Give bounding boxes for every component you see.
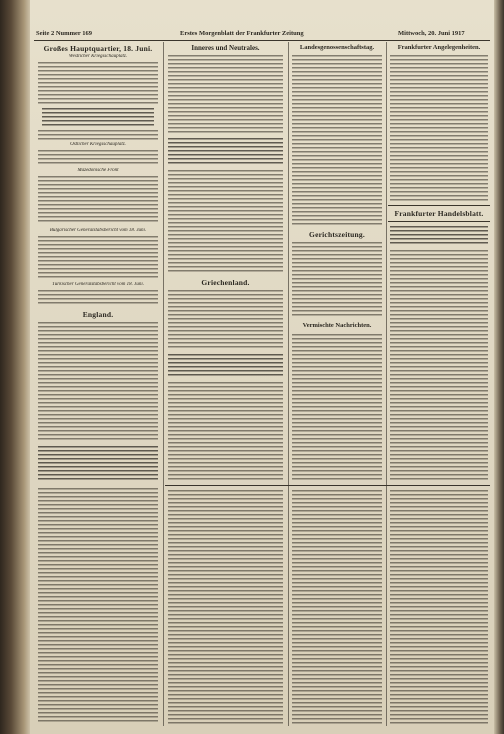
- section-rule: [165, 485, 490, 486]
- text-lines: [168, 354, 283, 378]
- text-lines: [292, 334, 382, 482]
- subheadline: Bulgarischer Generalstabsbericht vom 18. Juni.: [49, 228, 147, 233]
- text-lines: [38, 290, 158, 306]
- headline: Frankfurter Angelegenheiten.: [397, 44, 481, 51]
- text-lines: [390, 490, 488, 724]
- text-lines: [38, 322, 158, 442]
- edition-title: Erstes Morgenblatt der Frankfurter Zeitung: [180, 30, 304, 37]
- text-lines: [168, 290, 283, 350]
- text-lines: [168, 138, 283, 166]
- subheadline: Westlicher Kriegsschauplatz.: [68, 54, 128, 59]
- text-lines: [390, 55, 488, 201]
- headline: Griechenland.: [201, 278, 250, 287]
- text-lines: [390, 250, 488, 480]
- text-lines: [168, 55, 283, 135]
- page-number: Seite 2 Nummer 169: [36, 30, 93, 37]
- section-rule: [388, 221, 490, 222]
- text-lines: [42, 108, 154, 128]
- text-lines: [168, 170, 283, 274]
- column-rule: [386, 42, 387, 726]
- text-lines: [292, 242, 382, 318]
- section-rule: [388, 205, 490, 206]
- subheadline: Östlicher Kriegsschauplatz.: [70, 142, 126, 147]
- headline: Gerichtszeitung.: [309, 230, 365, 239]
- header-rule: [34, 40, 490, 41]
- text-lines: [168, 382, 283, 480]
- page-edge: [494, 0, 504, 734]
- text-lines: [38, 176, 158, 224]
- text-lines: [38, 62, 158, 106]
- headline: England.: [82, 310, 114, 319]
- headline: Frankfurter Handelsblatt.: [394, 209, 484, 218]
- text-lines: [38, 236, 158, 280]
- subheadline: Türkischer Generalstabsbericht vom 18. Juni.: [52, 282, 144, 287]
- headline: Großes Hauptquartier, 18. Juni.: [43, 44, 153, 53]
- headline: Inneres und Neutrales.: [191, 44, 260, 52]
- headline: Vermischte Nachrichten.: [302, 322, 372, 329]
- text-lines: [168, 490, 283, 724]
- issue-date: Mittwoch, 20. Juni 1917: [398, 30, 465, 37]
- text-lines: [390, 226, 488, 246]
- text-lines: [38, 150, 158, 166]
- text-lines: [38, 488, 158, 724]
- book-binding: [0, 0, 32, 734]
- subheadline: Mazedonische Front: [77, 168, 119, 173]
- text-lines: [38, 446, 158, 482]
- text-lines: [38, 130, 158, 140]
- text-lines: [292, 55, 382, 227]
- headline: Landesgenossenschaftstag.: [299, 44, 375, 51]
- column-rule: [163, 42, 164, 726]
- text-lines: [292, 490, 382, 724]
- column-rule: [288, 42, 289, 726]
